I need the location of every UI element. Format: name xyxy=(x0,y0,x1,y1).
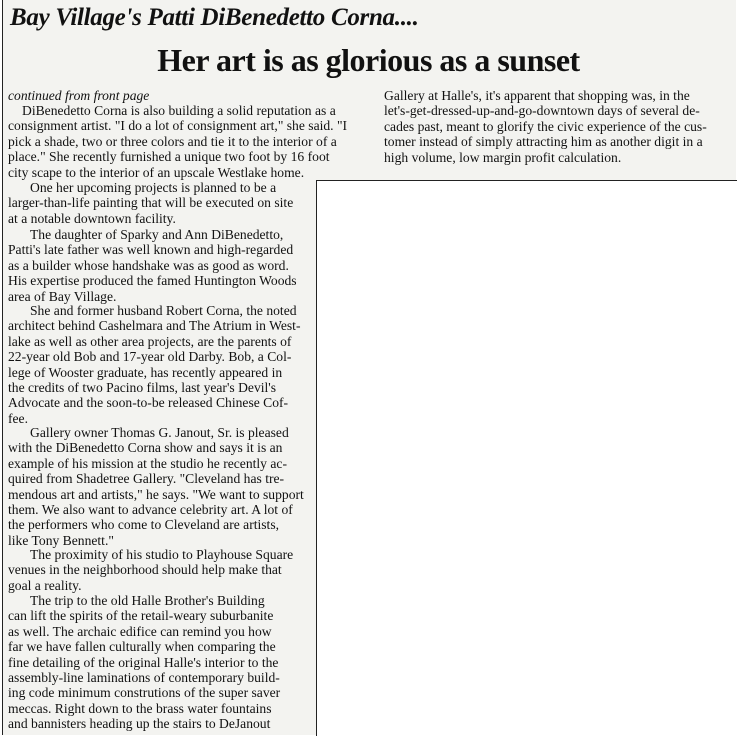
text-line: cades past, meant to glorify the civic experience of the cus- xyxy=(384,118,707,134)
text-line: the credits of two Pacino films, last year's Devil's xyxy=(8,380,277,396)
text-line: let's-get-dressed-up-and-go-downtown days of several de- xyxy=(384,103,700,119)
text-line: example of his mission at the studio he recently ac- xyxy=(8,455,287,471)
text-line: high volume, low margin profit calculation. xyxy=(384,149,622,165)
text-line: area of Bay Village. xyxy=(8,288,117,304)
text-line: venues in the neighborhood should help make that xyxy=(8,562,282,578)
paragraph xyxy=(384,88,734,165)
text-line: assembly-line laminations of contemporary build- xyxy=(8,670,280,686)
text-line: lake as well as other area projects, are the parents of xyxy=(8,333,292,349)
text-line: The daughter of Sparky and Ann DiBenedetto, xyxy=(30,227,284,242)
kicker-headline: Bay Village's Patti DiBenedetto Corna.... xyxy=(10,4,419,31)
text-line: DiBenedetto Corna is also building a solid reputation as a xyxy=(22,103,336,118)
text-line: with the DiBenedetto Corna show and says it is an xyxy=(8,440,283,456)
paragraph xyxy=(8,103,360,180)
text-line: far we have fallen culturally when comparing the xyxy=(8,639,276,655)
text-line: fee. xyxy=(8,410,28,426)
text-line: consignment artist. "I do a lot of consignment art," she said. "I xyxy=(8,118,348,134)
paragraph xyxy=(8,425,308,548)
text-line: can lift the spirits of the retail-weary suburbanite xyxy=(8,608,274,624)
text-line: at a notable downtown facility. xyxy=(8,210,176,226)
text-line: goal a reality. xyxy=(8,577,82,593)
main-headline: Her art is as glorious as a sunset xyxy=(157,42,580,78)
paragraph xyxy=(8,593,308,732)
text-line: place." She recently furnished a unique two foot by 16 foot xyxy=(8,149,330,165)
text-line: meccas. Right down to the brass water fountains xyxy=(8,700,272,716)
text-line: quired from Shadetree Gallery. "Cleveland has tre- xyxy=(8,471,285,487)
text-line: pick a shade, two or three colors and tie it to the interior of a xyxy=(8,133,337,149)
text-line: architect behind Cashelmara and The Atrium in West- xyxy=(8,318,301,334)
text-line: mendous art and artists," he says. "We want to support xyxy=(8,486,304,502)
text-line: city scape to the interior of an upscale Westlake home. xyxy=(8,164,305,180)
text-line: Gallery owner Thomas G. Janout, Sr. is pleased xyxy=(30,425,289,440)
text-line: 22-year old Bob and 17-year old Darby. Bob, a Col- xyxy=(8,349,292,365)
text-line: fine detailing of the original Halle's interior to the xyxy=(8,654,279,670)
text-line: One her upcoming projects is planned to be a xyxy=(30,180,277,195)
text-line: Gallery at Halle's, it's apparent that shopping was, in the xyxy=(384,88,690,103)
text-line: as well. The archaic edifice can remind you how xyxy=(8,623,272,639)
text-line: them. We also want to advance celebrity art. A lot of xyxy=(8,502,293,518)
paragraph xyxy=(8,227,308,304)
blank-area xyxy=(316,180,737,736)
text-line: larger-than-life painting that will be executed on site xyxy=(8,195,294,211)
text-line: Advocate and the soon-to-be released Chinese Cof- xyxy=(8,395,289,411)
text-line: She and former husband Robert Corna, the noted xyxy=(30,303,297,318)
text-line: Patti's late father was well known and high-regarded xyxy=(8,242,294,258)
text-line: as a builder whose handshake was as good as word. xyxy=(8,257,289,273)
text-line: the performers who come to Cleveland are artists, xyxy=(8,517,280,533)
text-line: and bannisters heading up the stairs to DeJanout xyxy=(8,716,271,732)
text-line: The proximity of his studio to Playhouse Square xyxy=(30,547,294,562)
paragraph xyxy=(8,180,308,226)
text-line: tomer instead of simply attracting him as another digit in a xyxy=(384,134,703,150)
text-line: lege of Wooster graduate, has recently appeared in xyxy=(8,364,283,380)
continued-note: continued from front page xyxy=(8,88,150,103)
paragraph xyxy=(8,547,308,593)
paragraph xyxy=(8,303,308,426)
text-line: like Tony Bennett." xyxy=(8,532,114,548)
text-line: The trip to the old Halle Brother's Building xyxy=(30,593,265,608)
text-line: ing code minimum construtions of the super saver xyxy=(8,685,281,701)
text-line: His expertise produced the famed Huntington Woods xyxy=(8,273,297,289)
